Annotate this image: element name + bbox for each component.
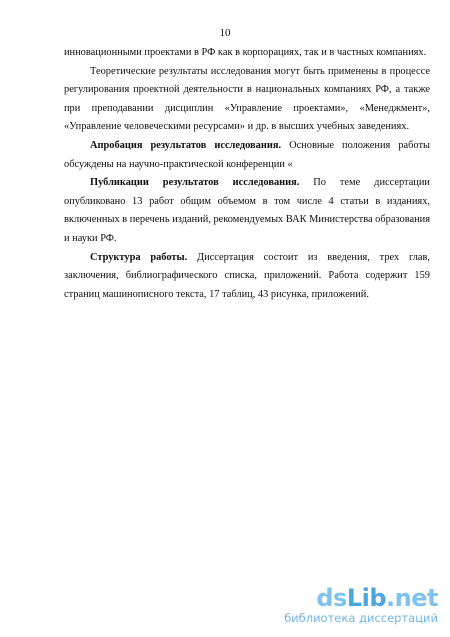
paragraph-heading: Публикации результатов исследования. xyxy=(90,177,300,189)
dslib-logo xyxy=(268,586,438,610)
paragraph-text: инновационными проектами в РФ как в корпорациях, так и в частных компаниях. xyxy=(64,47,427,58)
paragraph-text: Основные положения работы обсуждены на научно-практической конференции « xyxy=(64,139,430,170)
paragraph-approbation xyxy=(64,137,430,174)
logo-lib: Lib xyxy=(346,584,387,612)
paragraph-heading: Апробация результатов исследования. xyxy=(90,139,282,151)
paragraph-structure xyxy=(64,249,430,305)
paragraph-heading: Структура работы. xyxy=(90,251,188,263)
paragraph-text: Теоретические результаты исследования могут быть применены в процессе регулирования проектной деятельности в национальных компаниях РФ, а также при преподавании дисциплин «Управление проектами», «Менеджмент», «Управление человеческими ресурсами» и др. в высших учебных заведениях. xyxy=(64,65,430,133)
watermark-subtitle: библиотека диссертаций xyxy=(284,611,438,625)
document-body xyxy=(64,44,430,304)
paragraph-publications xyxy=(64,174,430,248)
logo-net: .net xyxy=(386,584,438,612)
paragraph-text: По теме диссертации опубликовано 13 работ общим объемом в том числе 4 статьи в изданиях, включенных в перечень изданий, рекомендуемых ВАК Министерства образования и науки РФ. xyxy=(64,177,430,244)
paragraph-theoretical-results xyxy=(64,63,430,137)
paragraph-text: Диссертация состоит из введения, трех глав, заключения, библиографического списка, приложений. Работа содержит 159 страниц машинописного текста, 17 таблиц, 43 рисунка, приложений. xyxy=(64,251,431,300)
dslib-watermark xyxy=(268,586,438,625)
paragraph-continuation xyxy=(64,44,430,63)
page-number: 10 xyxy=(219,27,231,39)
logo-ds: ds xyxy=(316,584,347,612)
